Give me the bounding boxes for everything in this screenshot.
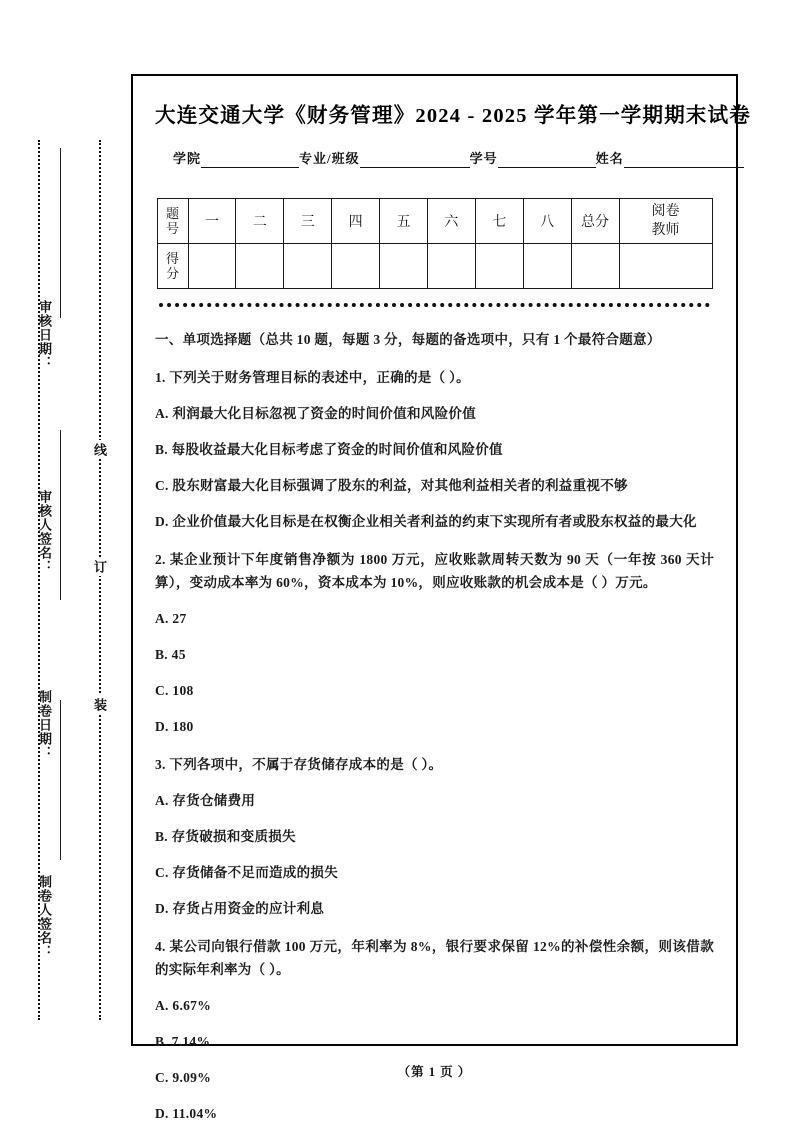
score-cell-3[interactable] xyxy=(284,244,332,289)
score-cell-1[interactable] xyxy=(188,244,236,289)
score-table-col-3: 三 xyxy=(284,199,332,244)
question-1-option-d[interactable]: D. 企业价值最大化目标是在权衡企业相关者利益的约束下实现所有者或股东权益的最大化 xyxy=(155,514,697,529)
margin-label-production-date: 制卷日期： xyxy=(37,690,52,760)
question-1-option-a[interactable]: A. 利润最大化目标忽视了资金的时间价值和风险价值 xyxy=(155,406,476,421)
score-table-col-grader xyxy=(619,199,712,244)
field-student-id-input[interactable] xyxy=(498,152,596,168)
score-table-col-8: 八 xyxy=(523,199,571,244)
binding-margin-area xyxy=(0,0,125,1122)
field-name-input[interactable] xyxy=(624,152,744,168)
question-3-option-c[interactable]: C. 存货储备不足而造成的损失 xyxy=(155,865,338,880)
score-table xyxy=(157,198,713,289)
question-3-option-d[interactable]: D. 存货占用资金的应计利息 xyxy=(155,901,325,916)
grader-label-line1: 阅卷 xyxy=(651,204,680,219)
score-label-line2: 分 xyxy=(165,266,179,281)
score-cell-4[interactable] xyxy=(332,244,380,289)
question-2-option-d[interactable]: D. 180 xyxy=(155,719,194,734)
margin-separator-3 xyxy=(60,700,61,860)
question-2 xyxy=(155,548,714,738)
question-4 xyxy=(155,935,714,1125)
question-1-option-c[interactable]: C. 股东财富最大化目标强调了股东的利益，对其他利益相关者的利益重视不够 xyxy=(155,478,628,493)
score-cell-total[interactable] xyxy=(571,244,619,289)
field-college xyxy=(173,148,299,168)
table-row-scores xyxy=(157,244,712,289)
score-cell-grader[interactable] xyxy=(619,244,712,289)
field-college-label: 学院 xyxy=(173,151,202,166)
question-4-option-a[interactable]: A. 6.67% xyxy=(155,998,212,1013)
margin-label-review-date: 审核日期： xyxy=(37,300,52,370)
question-label-line1: 题 xyxy=(165,206,179,221)
field-major-class-input[interactable] xyxy=(360,152,470,168)
field-student-id-label: 学号 xyxy=(469,151,498,166)
score-table-col-6: 六 xyxy=(427,199,475,244)
question-2-option-b[interactable]: B. 45 xyxy=(155,647,186,662)
question-1-option-b[interactable]: B. 每股收益最大化目标考虑了资金的时间价值和风险价值 xyxy=(155,442,503,457)
student-info-line xyxy=(155,148,714,168)
inner-dotted-rule xyxy=(99,140,101,1020)
score-cell-5[interactable] xyxy=(380,244,428,289)
margin-label-reviewer-signature: 审核人签名： xyxy=(37,490,52,574)
question-label-line2: 号 xyxy=(165,221,179,236)
margin-separator-1 xyxy=(60,148,61,318)
margin-label-producer-signature: 制卷人签名： xyxy=(37,875,52,959)
grader-label-line2: 教师 xyxy=(651,223,680,238)
question-3-option-a[interactable]: A. 存货仓储费用 xyxy=(155,793,256,808)
score-label-line1: 得 xyxy=(165,251,179,266)
page-number-footer: （第 1 页 ） xyxy=(397,1065,472,1079)
score-table-col-4: 四 xyxy=(332,199,380,244)
score-table-col-total: 总分 xyxy=(571,199,619,244)
score-cell-6[interactable] xyxy=(427,244,475,289)
field-student-id xyxy=(470,148,596,168)
margin-separator-2 xyxy=(60,430,61,600)
binding-char-bind: 订 xyxy=(91,557,109,576)
question-4-stem: 4. 某公司向银行借款 100 万元，年利率为 8%，银行要求保留 12%的补偿性余额，则该借款的实际年利率为（ ）。 xyxy=(155,939,714,977)
question-4-option-d[interactable]: D. 11.04% xyxy=(155,1106,218,1121)
page-title: 大连交通大学《财务管理》2024 - 2025 学年第一学期期末试卷 xyxy=(155,105,752,127)
question-2-option-c[interactable]: C. 108 xyxy=(155,683,194,698)
table-row-question-numbers xyxy=(157,199,712,244)
question-4-option-c[interactable]: C. 9.09% xyxy=(155,1070,212,1085)
field-major-class-label: 专业/班级 xyxy=(299,151,360,166)
question-1 xyxy=(155,366,714,533)
field-college-input[interactable] xyxy=(201,152,299,168)
field-major-class xyxy=(299,148,470,168)
dotted-separator xyxy=(159,303,710,311)
binding-char-assemble: 装 xyxy=(91,695,109,714)
score-cell-2[interactable] xyxy=(236,244,284,289)
score-table-col-7: 七 xyxy=(475,199,523,244)
score-table-score-label xyxy=(157,244,188,289)
field-name-label: 姓名 xyxy=(595,151,624,166)
score-table-col-1: 一 xyxy=(188,199,236,244)
score-table-question-label xyxy=(157,199,188,244)
question-3-stem: 3. 下列各项中，不属于存货储存成本的是（ ）。 xyxy=(155,757,443,772)
score-table-col-2: 二 xyxy=(236,199,284,244)
section-heading-multiple-choice: 一、单项选择题（总共 10 题，每题 3 分，每题的备选项中，只有 1 个最符合题意） xyxy=(155,332,661,347)
question-4-option-b[interactable]: B. 7.14% xyxy=(155,1034,211,1049)
question-2-stem: 2. 某企业预计下年度销售净额为 1800 万元，应收账款周转天数为 90 天（一年按 360 天计算），变动成本率为 60%，资本成本为 10%，则应收账款的机会成本是（ ）万元。 xyxy=(155,552,714,590)
score-cell-8[interactable] xyxy=(523,244,571,289)
question-2-option-a[interactable]: A. 27 xyxy=(155,611,187,626)
question-1-stem: 1. 下列关于财务管理目标的表述中，正确的是（ ）。 xyxy=(155,370,470,385)
score-cell-7[interactable] xyxy=(475,244,523,289)
question-3-option-b[interactable]: B. 存货破损和变质损失 xyxy=(155,829,296,844)
field-name xyxy=(596,148,744,168)
score-table-col-5: 五 xyxy=(380,199,428,244)
binding-char-line: 线 xyxy=(91,440,109,459)
question-3 xyxy=(155,753,714,920)
